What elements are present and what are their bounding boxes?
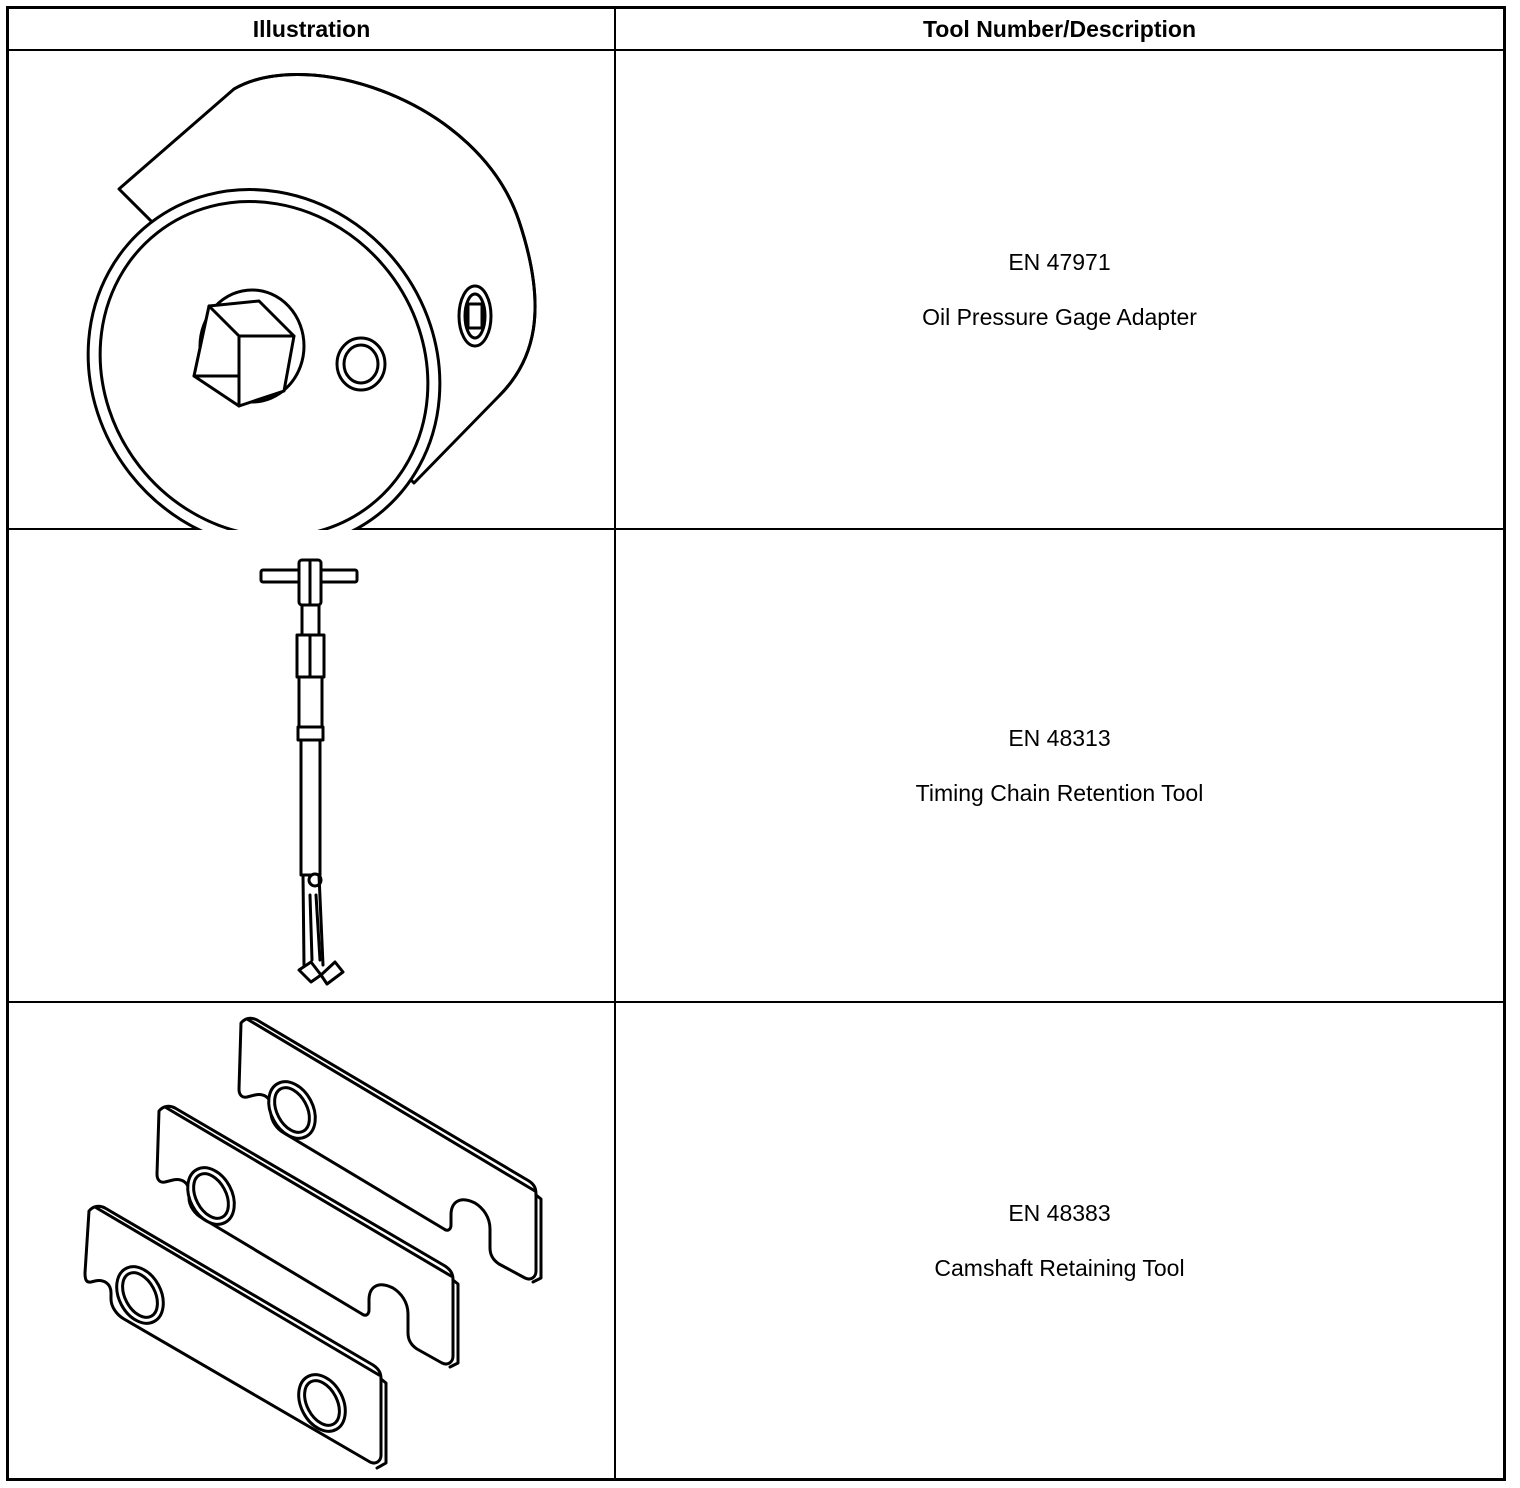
description-cell [616, 1003, 1503, 1478]
table-row [9, 51, 1503, 530]
table-row [9, 530, 1503, 1003]
tool-description [616, 235, 1503, 345]
tool-number: EN 48383 [1008, 1199, 1111, 1226]
description-cell [616, 51, 1503, 528]
table-header-row [9, 9, 1503, 51]
illustration-cell [9, 1003, 616, 1478]
oil-pressure-gage-adapter-illustration [9, 51, 614, 530]
tool-name: Oil Pressure Gage Adapter [922, 303, 1197, 330]
tool-name: Timing Chain Retention Tool [915, 779, 1204, 806]
header-tool-description: Tool Number/Description [922, 15, 1197, 42]
illustration-cell [9, 51, 616, 528]
tool-description [616, 1186, 1503, 1296]
special-tools-table [6, 6, 1506, 1481]
table-row [9, 1003, 1503, 1478]
tool-number: EN 48313 [1008, 724, 1111, 751]
header-illustration: Illustration [9, 9, 616, 49]
tool-name: Camshaft Retaining Tool [934, 1254, 1185, 1281]
timing-chain-retention-tool-illustration [9, 530, 614, 1003]
illustration-cell [9, 530, 616, 1001]
description-cell [616, 530, 1503, 1001]
tool-number: EN 47971 [1008, 248, 1111, 275]
camshaft-retaining-tool-illustration [9, 1003, 614, 1478]
tool-description [616, 711, 1503, 821]
